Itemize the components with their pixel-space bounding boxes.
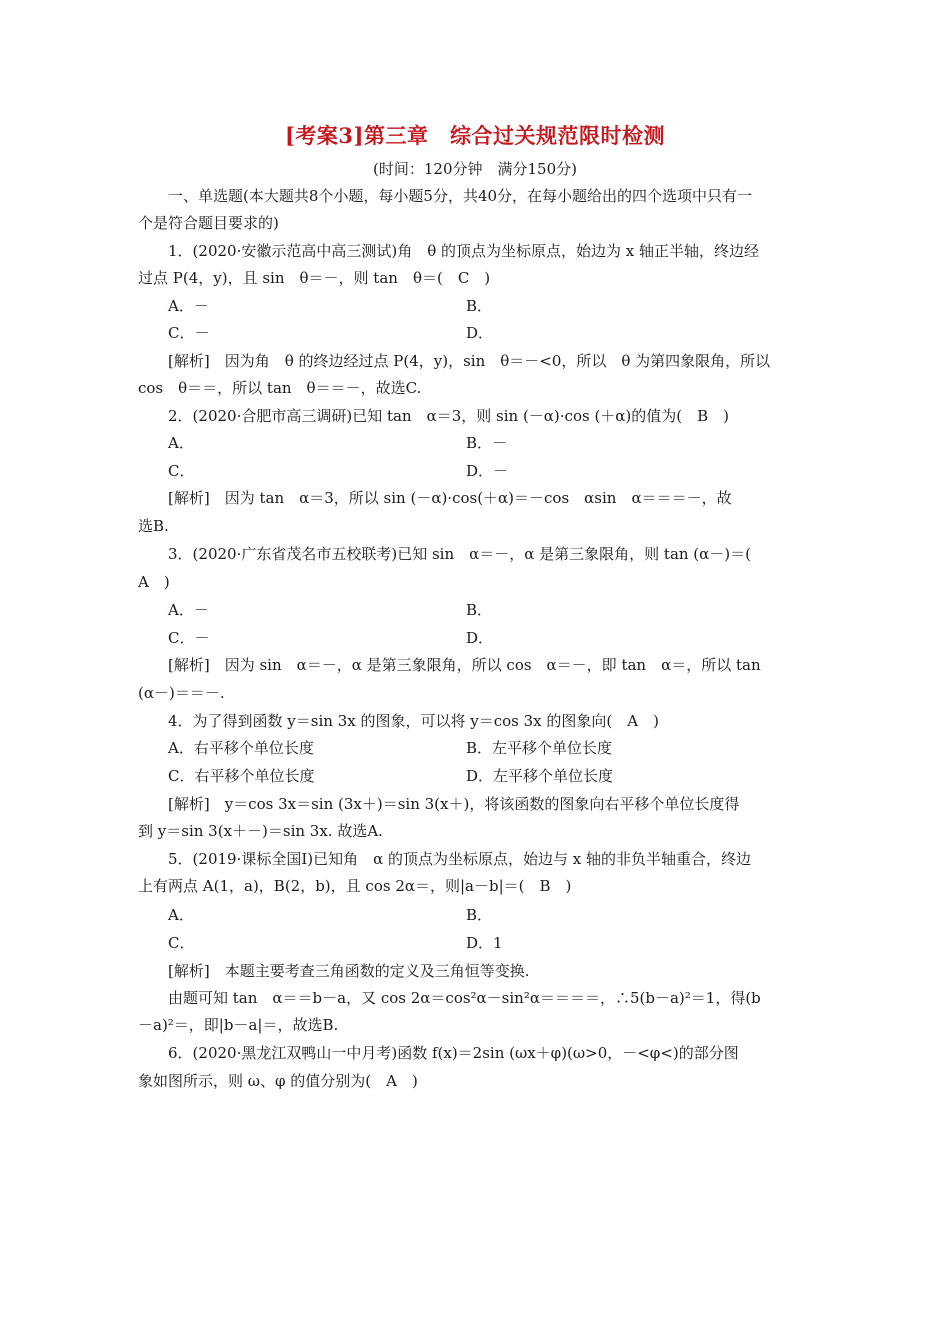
q2-stem: 2．(2020·合肥市高三调研)已知 tan α＝3，则 sin (－α)·cos (＋α)的值为( B ) <box>168 407 730 425</box>
q2-analysis: [解析] 因为 tan α＝3，所以 sin (－α)·cos(＋α)＝－cos αsin α＝＝＝－，故 <box>168 489 732 507</box>
q5-analysis: [解析] 本题主要考查三角函数的定义及三角恒等变换. <box>168 962 530 980</box>
q2-option-a: A． <box>168 434 194 452</box>
q4-stem: 4．为了得到函数 y＝sin 3x 的图象，可以将 y＝cos 3x 的图象向( A ) <box>168 712 659 730</box>
q4-analysis: [解析] y＝cos 3x＝sin (3x＋)＝sin 3(x＋)，将该函数的图象向右平移个单位长度得 <box>168 795 740 813</box>
q5-stem-cont: 上有两点 A(1，a)，B(2，b)，且 cos 2α＝，则|a－b|＝( B ) <box>138 877 572 895</box>
q4-option-a: A．右平移个单位长度 <box>168 739 314 757</box>
q1-analysis: [解析] 因为角 θ 的终边经过点 P(4，y)，sin θ＝－<0，所以 θ 为第四象限角，所以 <box>168 352 771 370</box>
q2-analysis-cont: 选B. <box>138 517 169 535</box>
q1-option-b: B． <box>466 297 493 315</box>
q1-analysis-cont: cos θ＝＝，所以 tan θ＝＝－，故选C. <box>138 379 422 397</box>
q1-stem: 1．(2020·安徽示范高中高三测试)角 θ 的顶点为坐标原点，始边为 x 轴正半轴，终边经 <box>168 242 759 260</box>
q3-analysis: [解析] 因为 sin α＝－，α 是第三象限角，所以 cos α＝－，即 tan α＝，所以 tan <box>168 656 761 674</box>
q5-option-b: B． <box>466 906 493 924</box>
q4-option-d: D．左平移个单位长度 <box>466 767 614 785</box>
page-title: [考案3]第三章 综合过关规范限时检测 <box>285 123 665 148</box>
q2-option-c: C． <box>168 462 195 480</box>
exam-subtitle: (时间：120分钟 满分150分) <box>373 160 577 178</box>
q3-stem-cont: A ) <box>138 573 170 591</box>
q4-option-b: B．左平移个单位长度 <box>466 739 613 757</box>
q5-option-a: A． <box>168 906 194 924</box>
q4-option-c: C．右平移个单位长度 <box>168 767 315 785</box>
q6-stem: 6．(2020·黑龙江双鸭山一中月考)函数 f(x)＝2sin (ωx＋φ)(ω>0，－<φ<)的部分图 <box>168 1044 739 1062</box>
q3-option-b: B． <box>466 601 493 619</box>
q1-stem-cont: 过点 P(4，y)，且 sin θ＝－，则 tan θ＝( C ) <box>138 269 491 287</box>
q2-option-b: B．－ <box>466 434 508 452</box>
q1-option-c: C．－ <box>168 324 210 342</box>
q2-option-d: D．－ <box>466 462 509 480</box>
section-heading-cont: 个是符合题目要求的) <box>138 214 279 232</box>
q1-option-a: A．－ <box>168 297 209 315</box>
q6-stem-cont: 象如图所示，则 ω、φ 的值分别为( A ) <box>138 1072 418 1090</box>
q5-analysis-line2: 由题可知 tan α＝＝b－a，又 cos 2α＝cos²α－sin²α＝＝＝＝，∴5(b－a)²＝1，得(b <box>168 989 761 1007</box>
q3-option-d: D． <box>466 629 494 647</box>
q5-analysis-line3: －a)²＝，即|b－a|＝，故选B. <box>138 1016 339 1034</box>
q3-option-a: A．－ <box>168 601 209 619</box>
q1-option-d: D． <box>466 324 494 342</box>
q5-option-d: D．1 <box>466 934 503 952</box>
q3-stem: 3．(2020·广东省茂名市五校联考)已知 sin α＝－，α 是第三象限角，则 tan (α－)＝( <box>168 545 751 563</box>
q5-stem: 5．(2019·课标全国Ⅰ)已知角 α 的顶点为坐标原点，始边与 x 轴的非负半轴重合，终边 <box>168 850 752 868</box>
q3-option-c: C．－ <box>168 629 210 647</box>
q4-analysis-cont: 到 y＝sin 3(x＋－)＝sin 3x. 故选A. <box>138 822 383 840</box>
q3-analysis-cont: (α－)＝＝－. <box>138 684 225 702</box>
section-heading: 一、单选题(本大题共8个小题，每小题5分，共40分，在每小题给出的四个选项中只有一 <box>168 187 753 205</box>
q5-option-c: C． <box>168 934 195 952</box>
